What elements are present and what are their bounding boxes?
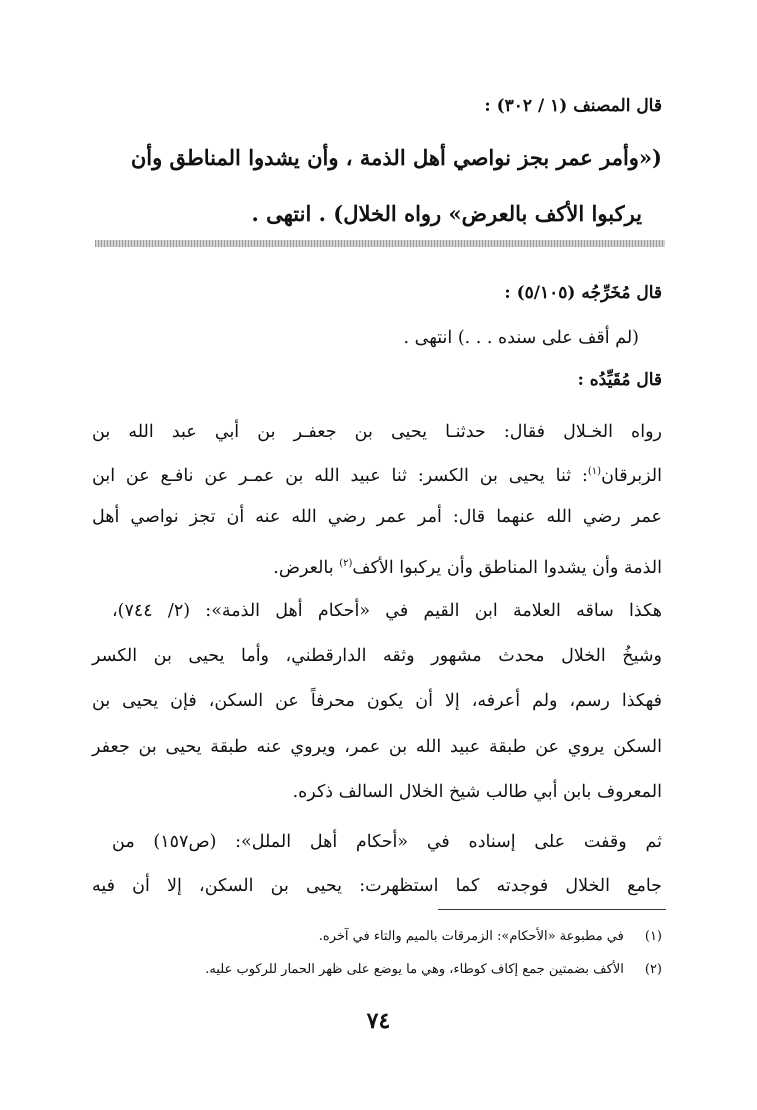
footnote-2-text: الأكف بضمتين جمع إكاف كوطاء، وهي ما يوضع على ظهر الحمار للركوب عليه. <box>205 962 624 977</box>
paragraph1-line-3: عمر رضي الله عنهما قال: أمر عمر رضي الله عنه أن تجز نواصي أهل <box>92 507 662 527</box>
paragraph1-line-2-end: : ثنا يحيى بن الكسر: ثنا عبيد الله بن عمـر عن نافـع عن ابن <box>92 465 588 486</box>
page-number: ٧٤ <box>366 1008 391 1034</box>
paragraph2-line-4: السكن يروي عن طبقة عبيد الله بن عمر، ويروي عنه طبقة يحيى بن جعفر <box>92 737 662 757</box>
footnote-2-number: (٢) <box>644 962 662 977</box>
footnote-2 <box>82 962 662 977</box>
quote-line-1: («وأمر عمر بجز نواصي أهل الذمة ، وأن يشدوا المناطق وأن <box>130 145 662 170</box>
footnote-1-text: في مطبوعة «الأحكام»: الزمرقات بالميم والتاء في آخره. <box>318 929 624 944</box>
paragraph2-line-1: هكذا ساقه العلامة ابن القيم في «أحكام أهل الذمة»: (٢/ ٧٤٤)، <box>112 601 662 621</box>
quote-line-2: يركبوا الأكف بالعرض» رواه الخلال) . انتهى . <box>251 201 642 226</box>
paragraph1-line-4-start: الذمة وأن يشدوا المناطق وأن يركبوا الأكف <box>352 557 662 578</box>
paragraph1-line-2-start: الزبرقان <box>601 465 663 486</box>
footnote-ref-1: (١) <box>587 466 602 477</box>
section2-heading-2: قال مُقَيِّدُه : <box>577 370 662 390</box>
paragraph1-line-4-end: بالعرض. <box>273 557 340 578</box>
footnote-ref-2: (٢) <box>339 558 353 569</box>
paragraph3-line-2: جامع الخلال فوجدته كما استظهرت: يحيى بن السكن، إلا أن فيه <box>92 876 662 896</box>
paragraph1-line-2 <box>92 452 662 496</box>
section2-heading: قال مُخَرِّجُه (٥/١٠٥) : <box>504 283 662 303</box>
section-divider <box>95 240 665 247</box>
section2-text: (لم أقف على سنده . . .) انتهى . <box>403 328 639 348</box>
footnote-1 <box>82 929 662 944</box>
paragraph2-line-5: المعروف بابن أبي طالب شيخ الخلال السالف ذكره. <box>292 782 662 802</box>
section1-heading: قال المصنف (١ / ٣٠٢) : <box>484 96 662 116</box>
paragraph3-line-1: ثم وقفت على إسناده في «أحكام أهل الملل»: (ص١٥٧) من <box>112 832 662 852</box>
paragraph1-line-4 <box>92 544 662 588</box>
footnote-separator <box>438 909 666 910</box>
paragraph1-line-1: رواه الخـلال فقال: حدثنـا يحيى بن جعفـر بن أبي عبد الله بن <box>92 422 662 442</box>
footnote-1-number: (١) <box>644 929 662 944</box>
paragraph2-line-3: فهكذا رسم، ولم أعرفه، إلا أن يكون محرفاً عن السكن، فإن يحيى بن <box>92 691 662 711</box>
paragraph2-line-2: وشيخُ الخلال محدث مشهور وثقه الدارقطني، وأما يحيى بن الكسر <box>92 646 662 666</box>
